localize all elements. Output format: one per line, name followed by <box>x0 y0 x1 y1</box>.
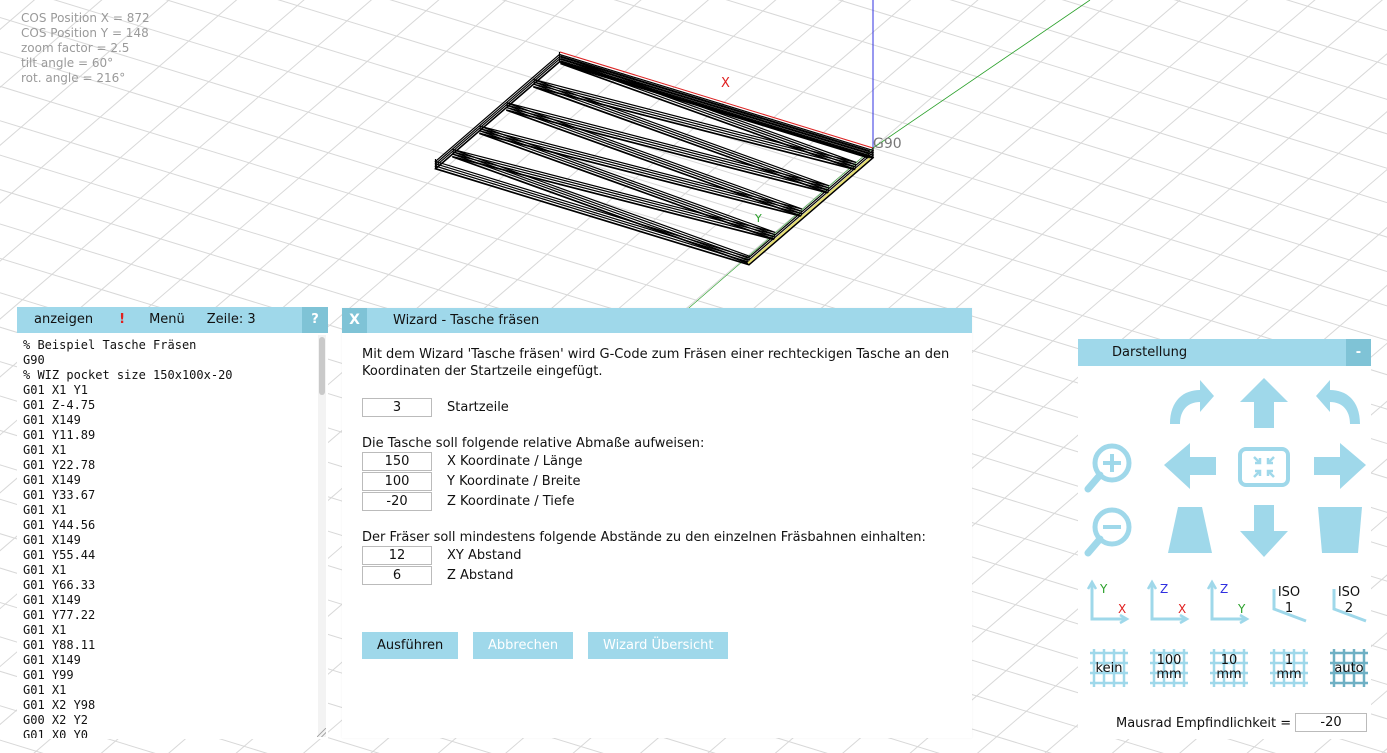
iso-label-top: ISO <box>1337 585 1361 600</box>
code-line: G01 Z-4.75 <box>23 398 96 412</box>
collapse-button[interactable]: - <box>1346 339 1371 366</box>
code-line: G01 Y44.56 <box>23 518 96 532</box>
arrow-down-icon[interactable] <box>1238 505 1290 557</box>
grid-10mm-button[interactable] <box>1208 647 1250 689</box>
plane-axis-label: Y <box>1238 602 1246 616</box>
plane-axis-label: Z <box>1220 582 1229 596</box>
code-line: G01 X1 <box>23 683 67 697</box>
wizard-close-button[interactable]: X <box>342 308 367 333</box>
arrow-right-icon[interactable] <box>1314 441 1366 493</box>
z-depth-label: Z Koordinate / Tiefe <box>447 493 575 509</box>
tilt-up-icon[interactable] <box>1164 505 1216 557</box>
code-line: % Beispiel Tasche Fräsen <box>23 338 197 352</box>
dims-heading: Die Tasche soll folgende relative Abmaße aufweisen: <box>362 436 705 451</box>
plane-view-zx-button[interactable] <box>1146 579 1192 625</box>
code-line: G01 X149 <box>23 653 81 667</box>
y-width-input[interactable]: 100 <box>362 472 432 491</box>
wheel-sensitivity-input[interactable]: -20 <box>1295 713 1367 732</box>
dim-row-z <box>362 492 574 510</box>
zoom-in-icon[interactable] <box>1084 441 1136 493</box>
grid-label-top: auto <box>1334 661 1364 676</box>
wizard-intro: Mit dem Wizard 'Tasche fräsen' wird G-Code zum Fräsen einer rechteckigen Tasche an den Koordinaten der Startzeile eingefügt. <box>362 347 950 379</box>
grid-label-top: kein <box>1095 661 1123 676</box>
xy-spacing-input[interactable]: 12 <box>362 546 432 565</box>
wizard-header <box>342 308 972 333</box>
code-line: G00 X2 Y2 <box>23 713 89 727</box>
iso-label-bottom: 2 <box>1344 601 1354 616</box>
cos-position-x: COS Position X = 872 <box>21 11 150 25</box>
start-line-input[interactable]: 3 <box>362 398 432 417</box>
view-header <box>1078 339 1371 366</box>
y-axis-line <box>873 0 1090 148</box>
code-scrollbar[interactable] <box>318 335 326 737</box>
plane-axis-label: X <box>1118 602 1127 616</box>
menu-button[interactable]: Menü <box>149 312 185 327</box>
wizard-overview-button[interactable]: Wizard Übersicht <box>588 632 728 659</box>
wheel-sensitivity-label: Mausrad Empfindlichkeit = <box>1116 716 1292 731</box>
start-line-row <box>362 398 509 416</box>
grid-kein-button[interactable] <box>1088 647 1130 689</box>
code-line: G01 X0 Y0 <box>23 728 89 738</box>
code-line: G01 Y99 <box>23 668 74 682</box>
y-axis-label: Y <box>755 212 762 225</box>
code-line: G01 X1 Y1 <box>23 383 89 397</box>
x-length-input[interactable]: 150 <box>362 452 432 471</box>
z-depth-input[interactable]: -20 <box>362 492 432 511</box>
rot-angle: rot. angle = 216° <box>21 71 126 85</box>
line-indicator: Zeile: 3 <box>206 312 256 327</box>
gcode-editor[interactable] <box>23 338 315 738</box>
wizard-dialog <box>342 308 972 738</box>
cos-position-y: COS Position Y = 148 <box>21 26 149 40</box>
spacing-heading: Der Fräser soll mindestens folgende Abstände zu den einzelnen Fräsbahnen einhalten: <box>362 530 926 545</box>
grid-1mm-button[interactable] <box>1268 647 1310 689</box>
code-line: G90 <box>23 353 45 367</box>
cos-info <box>21 11 150 86</box>
grid-100mm-button[interactable] <box>1148 647 1190 689</box>
g90-label: G90 <box>873 136 902 152</box>
wizard-title: Wizard - Tasche fräsen <box>393 313 540 328</box>
xy-spacing-label: XY Abstand <box>447 547 522 563</box>
iso-view-2-button[interactable] <box>1326 579 1372 625</box>
grid-label-top: 100 <box>1156 653 1182 668</box>
code-line: G01 Y77.22 <box>23 608 96 622</box>
grid-label-bottom: mm <box>1156 667 1182 682</box>
dim-row-x <box>362 452 582 470</box>
plane-view-zy-button[interactable] <box>1206 579 1252 625</box>
grid-label-top: 10 <box>1220 653 1238 668</box>
start-line-label: Startzeile <box>447 399 509 415</box>
resize-handle[interactable] <box>317 728 326 737</box>
iso-label-top: ISO <box>1277 585 1301 600</box>
arrow-left-icon[interactable] <box>1164 441 1216 493</box>
code-line: G01 Y88.11 <box>23 638 96 652</box>
y-width-label: Y Koordinate / Breite <box>447 473 581 489</box>
code-panel <box>17 307 328 739</box>
tilt-down-icon[interactable] <box>1314 505 1366 557</box>
code-line: % WIZ pocket size 150x100x-20 <box>23 368 233 382</box>
help-button[interactable]: ? <box>302 307 328 333</box>
code-line: G01 Y22.78 <box>23 458 96 472</box>
rotate-left-icon[interactable] <box>1314 376 1366 428</box>
plane-axis-label: X <box>1178 602 1187 616</box>
plane-axis-label: Y <box>1100 582 1108 596</box>
grid-label-bottom: mm <box>1216 667 1242 682</box>
code-line: G01 X149 <box>23 533 81 547</box>
code-line: G01 Y33.67 <box>23 488 96 502</box>
fit-view-icon[interactable] <box>1238 441 1290 493</box>
spacing-row-z <box>362 566 514 584</box>
view-title: Darstellung <box>1112 345 1188 360</box>
x-length-label: X Koordinate / Länge <box>447 453 583 469</box>
code-line: G01 X1 <box>23 623 67 637</box>
iso-label-bottom: 1 <box>1284 601 1294 616</box>
code-line: G01 X1 <box>23 443 67 457</box>
scrollbar-thumb[interactable] <box>319 337 325 395</box>
code-line: G01 X2 Y98 <box>23 698 96 712</box>
spacing-row-xy <box>362 546 521 564</box>
code-line: G01 X149 <box>23 473 81 487</box>
grid-auto-button[interactable] <box>1328 647 1370 689</box>
dim-row-y <box>362 472 580 490</box>
grid-label-bottom: mm <box>1276 667 1302 682</box>
toolpath <box>436 52 874 265</box>
code-line: G01 X1 <box>23 563 67 577</box>
arrow-up-icon[interactable] <box>1238 376 1290 428</box>
x-axis-label: X <box>721 76 730 91</box>
code-line: G01 Y11.89 <box>23 428 96 442</box>
code-header <box>17 307 328 333</box>
cancel-button[interactable]: Abbrechen <box>473 632 573 659</box>
z-spacing-label: Z Abstand <box>447 567 514 583</box>
grid-label-top: 1 <box>1284 653 1294 668</box>
plane-view-yx-button[interactable] <box>1086 579 1132 625</box>
code-line: G01 Y55.44 <box>23 548 96 562</box>
code-line: G01 Y66.33 <box>23 578 96 592</box>
tilt-angle: tilt angle = 60° <box>21 56 114 70</box>
code-line: G01 X149 <box>23 593 81 607</box>
warning-button[interactable]: ! <box>119 312 126 327</box>
zoom-out-icon[interactable] <box>1084 505 1136 557</box>
view-panel <box>1078 339 1371 739</box>
z-spacing-input[interactable]: 6 <box>362 566 432 585</box>
plane-axis-label: Z <box>1160 582 1169 596</box>
show-button[interactable]: anzeigen <box>34 312 94 327</box>
code-line: G01 X149 <box>23 413 81 427</box>
rotate-right-icon[interactable] <box>1164 376 1216 428</box>
iso-view-1-button[interactable] <box>1266 579 1312 625</box>
code-line: G01 X1 <box>23 503 67 517</box>
zoom-factor: zoom factor = 2.5 <box>21 41 130 55</box>
run-button[interactable]: Ausführen <box>362 632 458 659</box>
